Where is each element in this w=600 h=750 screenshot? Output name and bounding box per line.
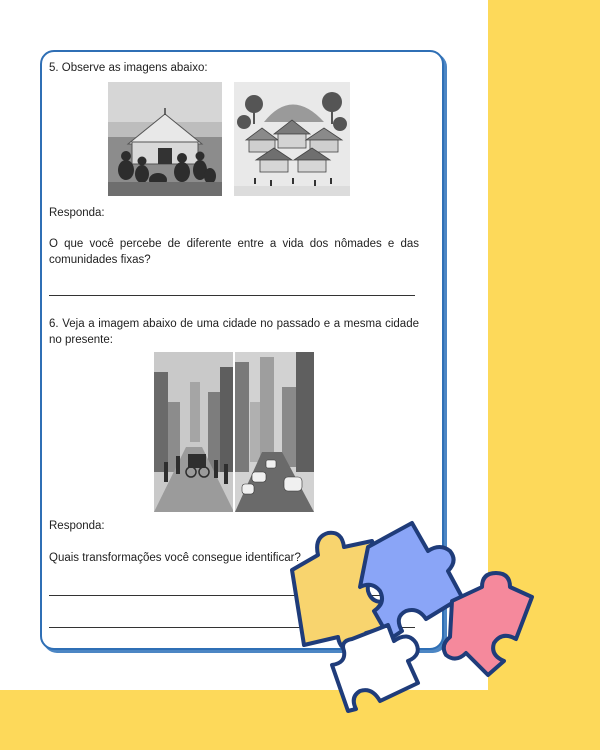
question-5-title: 5. Observe as imagens abaixo: bbox=[49, 62, 208, 74]
question-6-text: Quais transformações você consegue identificar? bbox=[49, 552, 301, 564]
question-5-respond-label: Responda: bbox=[49, 207, 105, 219]
city-past-present-image bbox=[154, 352, 314, 512]
question-5-text: O que você percebe de diferente entre a vida dos nômades e das comunidades fixas? bbox=[49, 238, 419, 266]
puzzle-pieces-decoration bbox=[270, 515, 600, 715]
question-6-respond-label: Responda: bbox=[49, 520, 105, 532]
question-5-answer-line[interactable] bbox=[49, 295, 415, 296]
nomad-camp-image bbox=[108, 82, 222, 196]
question-6-title: 6. Veja a imagem abaixo de uma cidade no passado e a mesma cidade no presente: bbox=[49, 318, 419, 346]
fixed-community-image bbox=[234, 82, 350, 196]
